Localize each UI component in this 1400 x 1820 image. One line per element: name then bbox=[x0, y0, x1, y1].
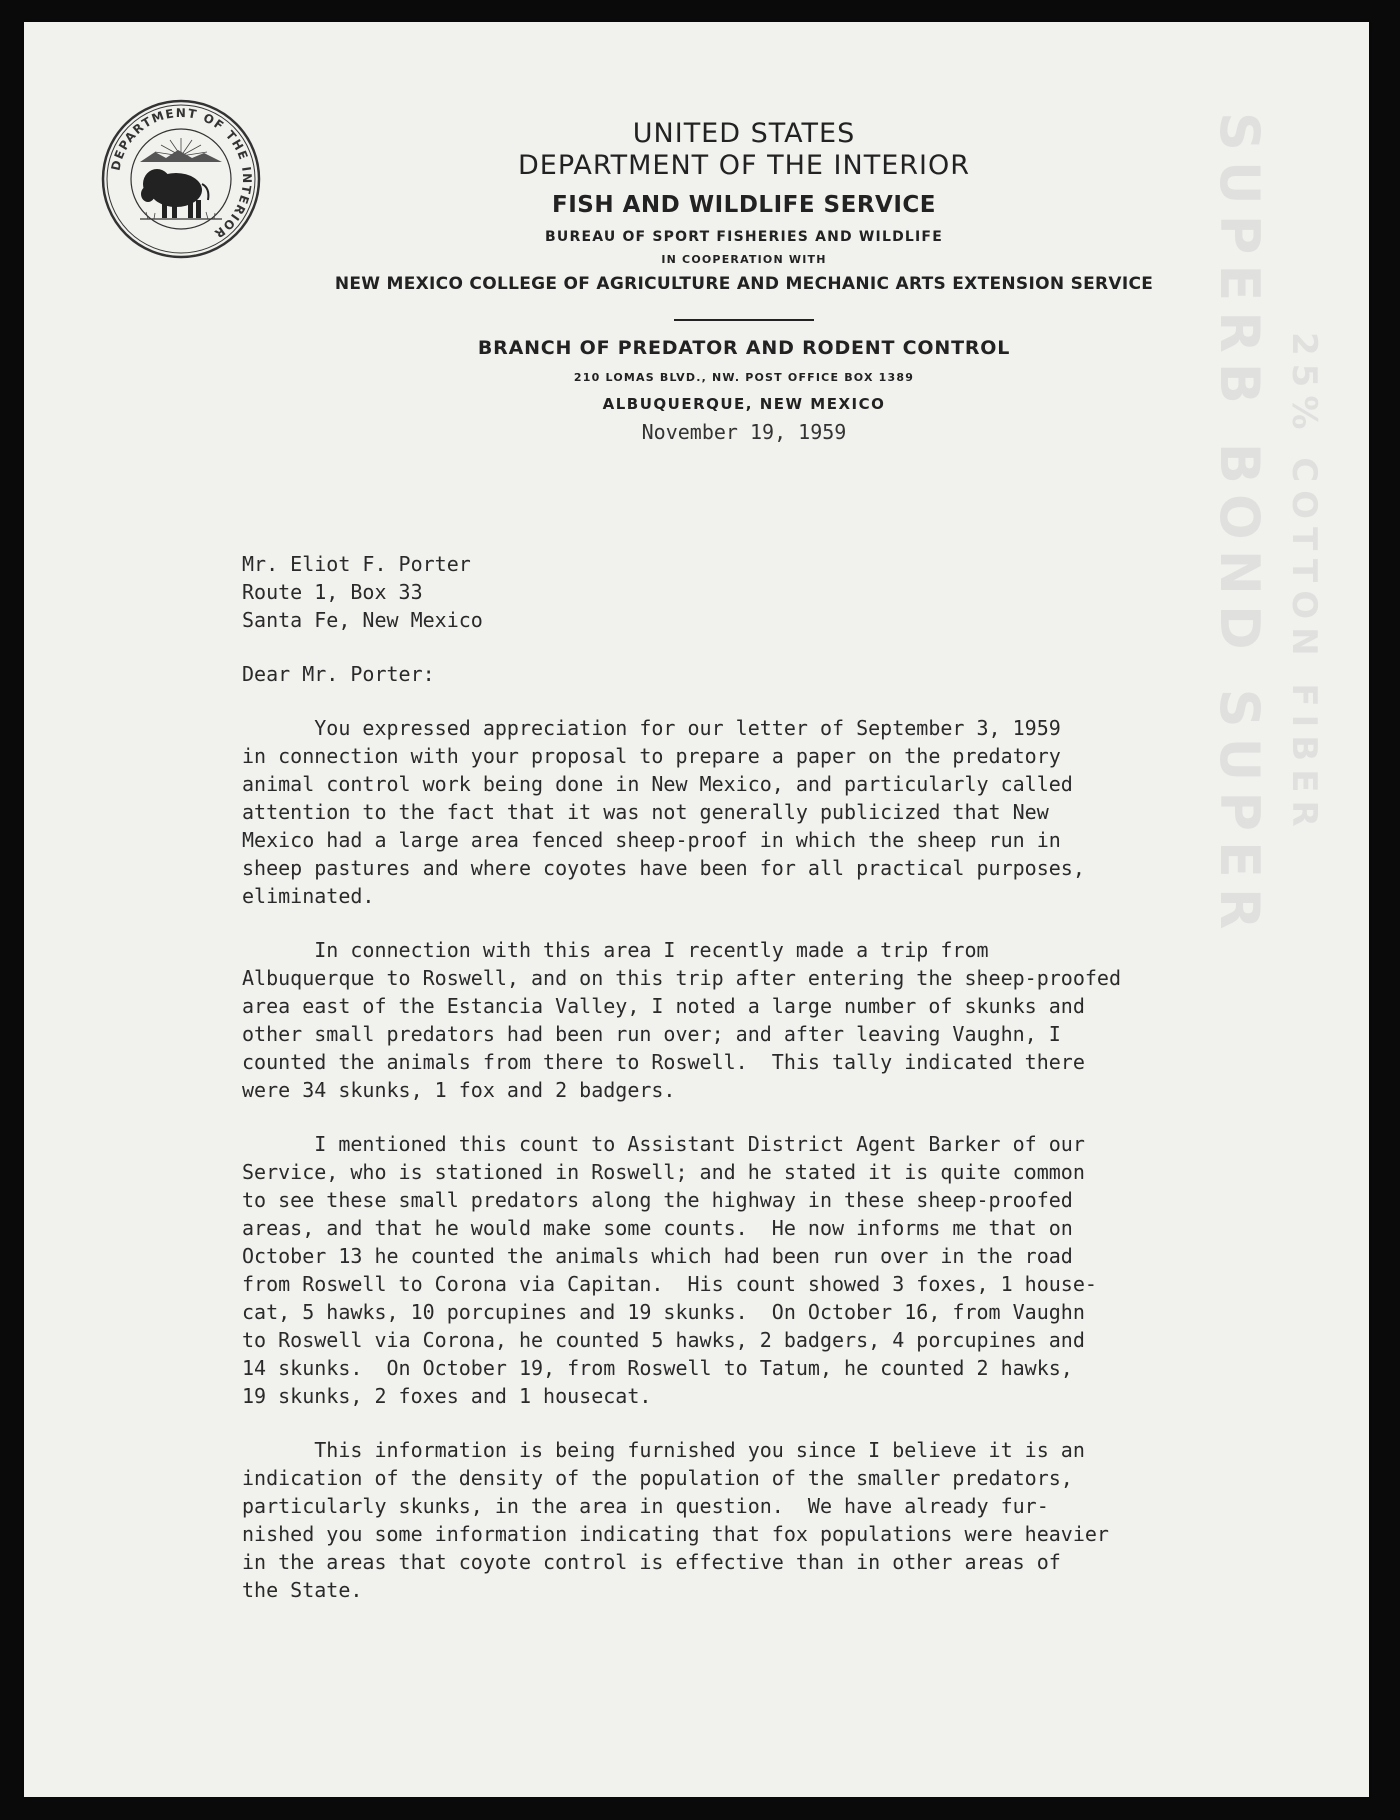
letterhead-line-8: 210 LOMAS BLVD., NW. POST OFFICE BOX 1389 bbox=[573, 371, 915, 384]
paragraph-2 bbox=[242, 936, 1272, 1104]
paragraph-line: indication of the density of the population of the smaller predators, bbox=[242, 1466, 1073, 1490]
paragraph-line: in the areas that coyote control is effective than in other areas of bbox=[242, 1550, 1061, 1574]
address-line: Santa Fe, New Mexico bbox=[242, 608, 483, 632]
letterhead-line-1: UNITED STATES bbox=[632, 118, 856, 149]
letterhead-line-7: BRANCH OF PREDATOR AND RODENT CONTROL bbox=[477, 337, 1011, 359]
letterhead bbox=[254, 118, 1234, 445]
paragraph-line: In connection with this area I recently made a trip from bbox=[242, 938, 989, 962]
paragraph-line: Mexico had a large area fenced sheep-proof in which the sheep run in bbox=[242, 828, 1061, 852]
paragraph-line: 14 skunks. On October 19, from Roswell to Tatum, he counted 2 hawks, bbox=[242, 1356, 1073, 1380]
paragraph-line: to see these small predators along the highway in these sheep-proofed bbox=[242, 1188, 1073, 1212]
paragraph-line: sheep pastures and where coyotes have been for all practical purposes, bbox=[242, 856, 1085, 880]
letter-page bbox=[24, 22, 1369, 1797]
paragraph-line: nished you some information indicating that fox populations were heavier bbox=[242, 1522, 1109, 1546]
letterhead-line-4: BUREAU OF SPORT FISHERIES AND WILDLIFE bbox=[545, 229, 943, 245]
letterhead-line-6: NEW MEXICO COLLEGE OF AGRICULTURE AND MECHANIC ARTS EXTENSION SERVICE bbox=[334, 274, 1154, 294]
watermark-text-2: 25% COTTON FIBER bbox=[1284, 332, 1324, 835]
paragraph-line: This information is being furnished you since I believe it is an bbox=[242, 1438, 1085, 1462]
paragraph-line: 19 skunks, 2 foxes and 1 housecat. bbox=[242, 1384, 652, 1408]
paragraph-line: Service, who is stationed in Roswell; and he stated it is quite common bbox=[242, 1160, 1085, 1184]
paragraph-line: from Roswell to Corona via Capitan. His count showed 3 foxes, 1 house- bbox=[242, 1272, 1097, 1296]
paragraph-1 bbox=[242, 714, 1272, 910]
bison-seal-icon bbox=[100, 98, 262, 260]
paragraph-line: in connection with your proposal to prepare a paper on the predatory bbox=[242, 744, 1061, 768]
letterhead-divider bbox=[674, 319, 814, 321]
paragraph-line: cat, 5 hawks, 10 porcupines and 19 skunks. On October 16, from Vaughn bbox=[242, 1300, 1085, 1324]
paragraph-line: were 34 skunks, 1 fox and 2 badgers. bbox=[242, 1078, 676, 1102]
letter-body bbox=[242, 550, 1272, 1604]
paragraph-line: area east of the Estancia Valley, I noted a large number of skunks and bbox=[242, 994, 1085, 1018]
paragraph-line: to Roswell via Corona, he counted 5 hawks, 2 badgers, 4 porcupines and bbox=[242, 1328, 1085, 1352]
recipient-address bbox=[242, 550, 1272, 634]
salutation: Dear Mr. Porter: bbox=[242, 662, 435, 686]
letterhead-line-9: ALBUQUERQUE, NEW MEXICO bbox=[602, 395, 886, 413]
paragraph-line: I mentioned this count to Assistant District Agent Barker of our bbox=[242, 1132, 1085, 1156]
letterhead-line-2: DEPARTMENT OF THE INTERIOR bbox=[517, 150, 971, 181]
letterhead-line-3: FISH AND WILDLIFE SERVICE bbox=[552, 192, 936, 218]
svg-text:DEPARTMENT OF THE INTERIOR: DEPARTMENT OF THE INTERIOR bbox=[108, 105, 255, 242]
paragraph-line: other small predators had been run over; and after leaving Vaughn, I bbox=[242, 1022, 1061, 1046]
paragraph-line: You expressed appreciation for our letter of September 3, 1959 bbox=[242, 716, 1061, 740]
paragraph-line: eliminated. bbox=[242, 884, 375, 908]
paragraph-line: areas, and that he would make some counts. He now informs me that on bbox=[242, 1216, 1073, 1240]
paragraph-line: animal control work being done in New Mexico, and particularly called bbox=[242, 772, 1073, 796]
paragraph-line: attention to the fact that it was not generally publicized that New bbox=[242, 800, 1049, 824]
paragraph-line: Albuquerque to Roswell, and on this trip after entering the sheep-proofed bbox=[242, 966, 1121, 990]
paragraph-4 bbox=[242, 1436, 1272, 1604]
address-line: Route 1, Box 33 bbox=[242, 580, 423, 604]
paragraph-3 bbox=[242, 1130, 1272, 1410]
paragraph-line: October 13 he counted the animals which had been run over in the road bbox=[242, 1244, 1073, 1268]
letter-date: November 19, 1959 bbox=[641, 420, 847, 444]
watermark-text-1: SUPERB BOND SUPER bbox=[1208, 112, 1271, 940]
letterhead-line-5: IN COOPERATION WITH bbox=[661, 253, 827, 266]
paragraph-line: particularly skunks, in the area in question. We have already fur- bbox=[242, 1494, 1049, 1518]
paragraph-line: counted the animals from there to Roswell. This tally indicated there bbox=[242, 1050, 1085, 1074]
paragraph-line: the State. bbox=[242, 1578, 363, 1602]
address-line: Mr. Eliot F. Porter bbox=[242, 552, 471, 576]
